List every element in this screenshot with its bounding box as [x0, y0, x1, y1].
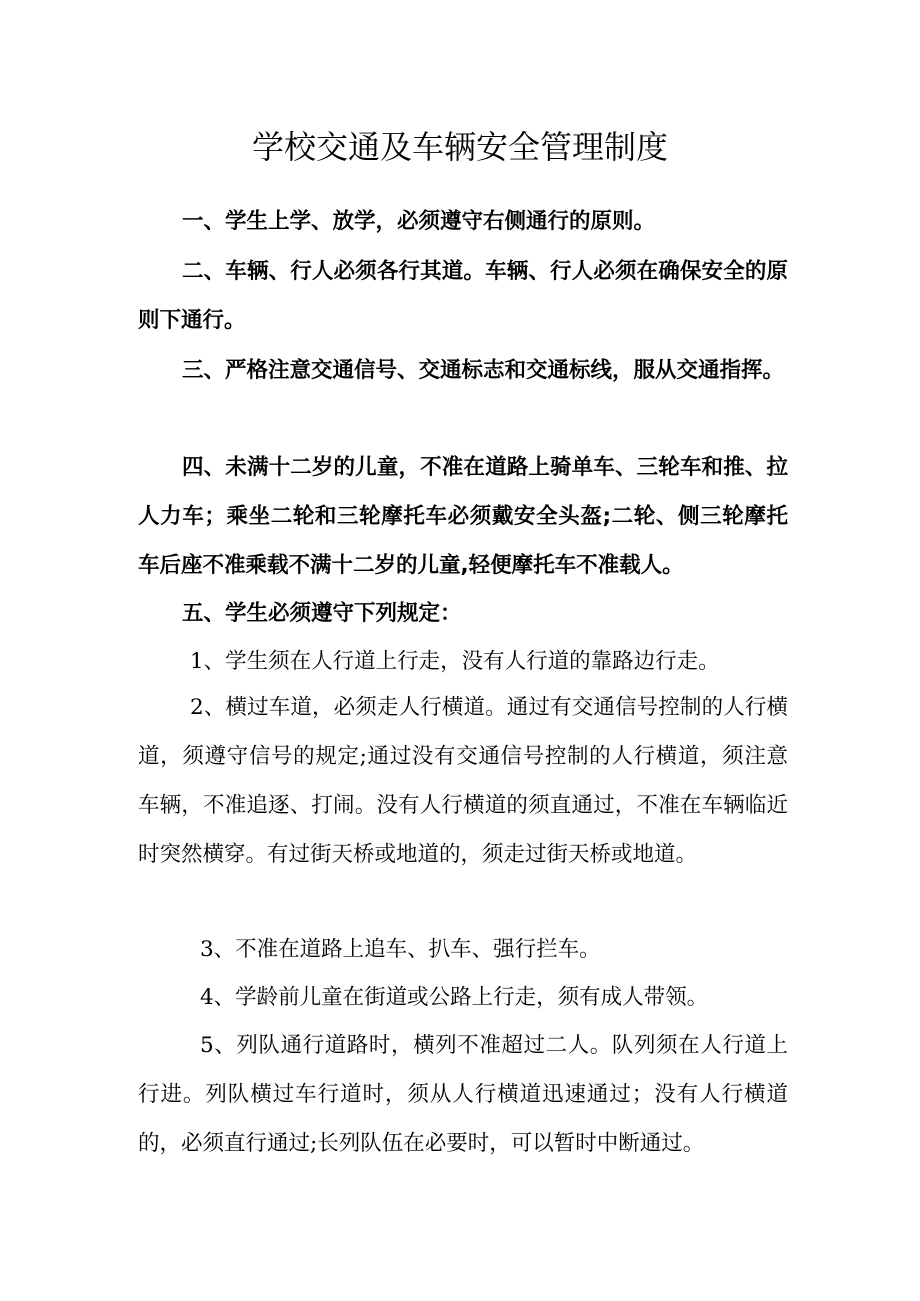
rule-5: 5、列队通行道路时，横列不准超过二人。队列须在人行道上行进。列队横过车行道时，须从人行横道迅速通过；没有人行横道的，必须直行通过;长列队伍在必要时，可以暂时中断通过。	[138, 1033, 788, 1156]
rule-4: 4、学龄前儿童在街道或公路上行走，须有成人带领。	[200, 985, 709, 1010]
paragraph-4: 四、未满十二岁的儿童，不准在道路上骑单车、三轮车和推、拉人力车；乘坐二轮和三轮摩托车必须戴安全头盔;二轮、侧三轮摩托车后座不准乘载不满十二岁的儿童,轻便摩托车不准载人。	[138, 455, 788, 578]
paragraph-5: 五、学生必须遵守下列规定：	[182, 601, 462, 626]
rule-2: 2、横过车道，必须走人行横道。通过有交通信号控制的人行横道，须遵守信号的规定;通过没有交通信号控制的人行横道，须注意车辆，不准追逐、打闹。没有人行横道的须直通过，不准在车辆临近时突然横穿。有过街天桥或地道的，须走过街天桥或地道。	[138, 695, 788, 867]
paragraph-2: 二、车辆、行人必须各行其道。车辆、行人必须在确保安全的原则下通行。	[138, 259, 788, 333]
rule-3: 3、不准在道路上追车、扒车、强行拦车。	[200, 937, 601, 962]
paragraph-1: 一、学生上学、放学，必须遵守右侧通行的原则。	[182, 209, 656, 234]
paragraph-3: 三、严格注意交通信号、交通标志和交通标线，服从交通指挥。	[182, 358, 785, 383]
document-title: 学校交通及车辆安全管理制度	[251, 128, 668, 166]
rule-1: 1、学生须在人行道上行走，没有人行道的靠路边行走。	[190, 649, 720, 674]
